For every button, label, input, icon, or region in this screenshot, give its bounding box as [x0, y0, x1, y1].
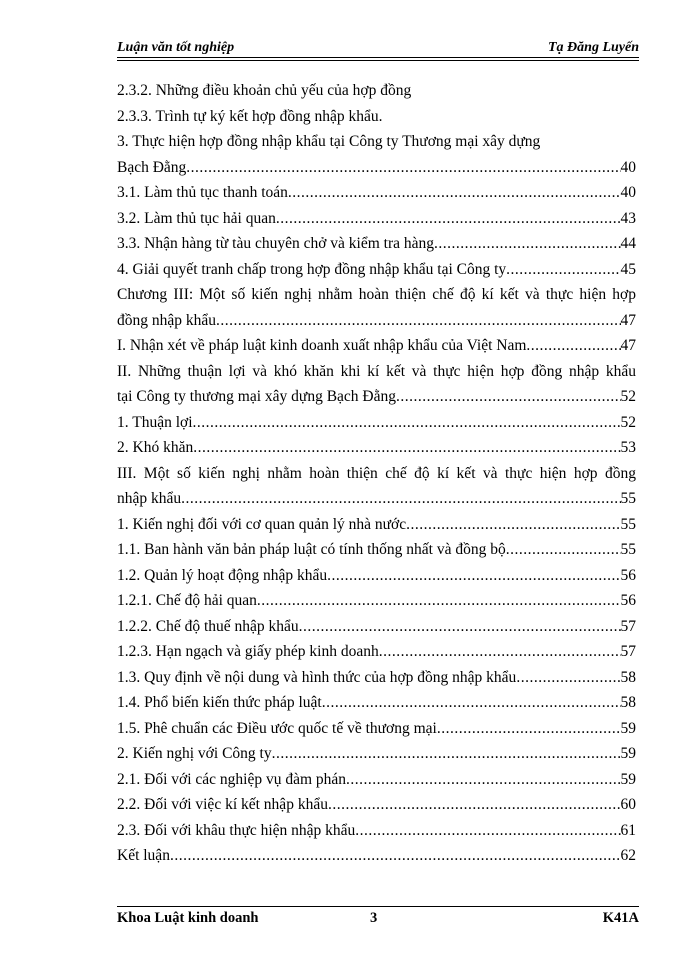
toc-page-number: 62: [620, 847, 636, 864]
toc-entry-title: 2.1. Đối với các nghiệp vụ đàm phán: [117, 770, 347, 788]
toc-leader-dots: [257, 588, 621, 614]
toc-entry: [117, 741, 636, 767]
toc-page-number: 47: [620, 337, 636, 354]
toc-entry: [117, 257, 636, 283]
toc-entry-title: II. Những thuận lợi và khó khăn khi kí kết và thực hiện hợp đồng nhập khẩu: [117, 362, 636, 380]
toc-page-number: 43: [620, 209, 636, 227]
toc-leader-dots: [327, 563, 620, 589]
toc-entry: [117, 129, 636, 155]
toc-page-number: 57: [620, 617, 636, 635]
page-number: 3: [370, 910, 378, 926]
toc-leader-dots: [216, 308, 620, 334]
toc-leader-dots: [346, 767, 620, 793]
toc-page-number: 52: [620, 413, 636, 431]
toc-entry-title: 2. Kiến nghị với Công ty: [117, 745, 272, 762]
header-thesis-title: Luận văn tốt nghiệp: [117, 40, 235, 55]
toc-entry: [117, 792, 636, 818]
toc-leader-dots: [355, 818, 620, 844]
toc-entry-title: Chương III: Một số kiến nghị nhằm hoàn thiện chế độ kí kết và thực hiện hợp: [117, 286, 636, 303]
toc-page-number: 59: [620, 745, 636, 762]
toc-entry: [117, 537, 636, 563]
toc-leader-dots: [272, 741, 621, 767]
toc-entry: [117, 333, 636, 359]
toc-entry-title: 1.2.3. Hạn ngạch và giấy phép kinh doanh: [117, 643, 379, 660]
header-rule-thin: [117, 60, 639, 61]
toc-leader-dots: [396, 384, 621, 410]
toc-entry-title: 2. Khó khăn: [117, 439, 194, 456]
toc-entry-title: III. Một số kiến nghị nhằm hoàn thiện chế độ kí kết và thực hiện hợp đồng: [117, 464, 636, 482]
toc-entry-title: 2.3.2. Những điều khoản chủ yếu của hợp đồng: [117, 82, 412, 99]
toc-entry-title: 2.2. Đối với việc kí kết nhập khẩu: [117, 796, 328, 813]
toc-entry: [117, 716, 636, 742]
toc-page-number: 40: [620, 184, 636, 201]
toc-entry-title: nhập khẩu: [117, 490, 182, 507]
footer-faculty: Khoa Luật kinh doanh: [117, 910, 259, 926]
toc-entry: [117, 104, 636, 130]
toc-leader-dots: [506, 537, 621, 563]
toc-leader-dots: [193, 435, 620, 461]
toc-entry-title: Bạch Đằng: [117, 158, 187, 176]
toc-page-number: 56: [620, 566, 636, 584]
toc-page-number: 58: [620, 668, 636, 686]
toc-entry-title: 1.3. Quy định về nội dung và hình thức của hợp đồng nhập khẩu: [117, 668, 517, 686]
toc-entry: [117, 843, 636, 869]
toc-leader-dots: [276, 206, 621, 232]
toc-entry: [117, 767, 636, 793]
toc-entry-title: 3.2. Làm thủ tục hải quan: [117, 209, 276, 227]
page-header: [117, 38, 639, 58]
toc-entry: [117, 588, 636, 614]
toc-entry: [117, 282, 636, 308]
toc-leader-dots: [506, 257, 620, 283]
toc-entry-title: 2.3.3. Trình tự ký kết hợp đồng nhập khẩu.: [117, 107, 383, 125]
toc-leader-dots: [181, 486, 620, 512]
toc-entry: [117, 180, 636, 206]
toc-page-number: 53: [620, 439, 636, 456]
toc-leader-dots: [322, 690, 621, 716]
toc-entry: [117, 512, 636, 538]
toc-entry: [117, 78, 636, 104]
toc-page-number: 60: [620, 796, 636, 813]
page-footer: [117, 906, 639, 930]
toc-entry-title: 3.3. Nhận hàng từ tàu chuyên chở và kiểm tra hàng: [117, 235, 435, 252]
toc-leader-dots: [193, 410, 621, 436]
toc-entry: [117, 384, 636, 410]
table-of-contents: [117, 78, 636, 869]
toc-leader-dots: [186, 155, 620, 181]
toc-page-number: 40: [620, 158, 636, 176]
toc-entry-title: Kết luận: [117, 847, 170, 864]
toc-leader-dots: [379, 639, 621, 665]
toc-entry-title: 3. Thực hiện hợp đồng nhập khẩu tại Công ty Thương mại xây dựng: [117, 133, 541, 150]
toc-entry-title: 1. Kiến nghị đối với cơ quan quản lý nhà nước: [117, 515, 407, 533]
toc-entry-title: 2.3. Đối với khâu thực hiện nhập khẩu: [117, 821, 356, 839]
toc-page-number: 55: [620, 515, 636, 533]
toc-page-number: 47: [620, 311, 636, 329]
toc-entry: [117, 639, 636, 665]
toc-entry-title: 1. Thuận lợi: [117, 413, 193, 431]
toc-page-number: 45: [620, 260, 636, 278]
toc-page-number: 61: [620, 821, 636, 839]
toc-leader-dots: [406, 512, 620, 538]
toc-entry: [117, 206, 636, 232]
toc-leader-dots: [516, 665, 620, 691]
toc-entry: [117, 563, 636, 589]
toc-leader-dots: [288, 180, 621, 206]
toc-entry: [117, 435, 636, 461]
toc-entry-title: 1.2.1. Chế độ hải quan: [117, 592, 257, 609]
toc-entry: [117, 308, 636, 334]
toc-entry: [117, 359, 636, 385]
toc-page-number: 59: [620, 770, 636, 788]
toc-entry-title: đồng nhập khẩu: [117, 311, 217, 329]
toc-page-number: 55: [620, 490, 636, 507]
toc-entry-title: 4. Giải quyết tranh chấp trong hợp đồng nhập khẩu tại Công ty: [117, 260, 507, 278]
toc-entry-title: 1.4. Phổ biến kiến thức pháp luật: [117, 694, 322, 711]
footer-rule: [117, 906, 639, 907]
toc-page-number: 58: [620, 694, 636, 711]
toc-entry: [117, 486, 636, 512]
toc-entry: [117, 614, 636, 640]
toc-entry: [117, 818, 636, 844]
toc-entry: [117, 690, 636, 716]
toc-leader-dots: [328, 792, 621, 818]
toc-entry: [117, 461, 636, 487]
toc-page-number: 56: [620, 592, 636, 609]
footer-class-code: K41A: [602, 910, 639, 926]
header-author-name: Tạ Đăng Luyến: [548, 40, 639, 55]
toc-entry: [117, 665, 636, 691]
toc-page-number: 55: [620, 541, 636, 558]
toc-page-number: 52: [620, 388, 636, 405]
toc-entry: [117, 155, 636, 181]
toc-entry-title: 1.5. Phê chuẩn các Điều ước quốc tế về thương mại: [117, 719, 437, 737]
toc-entry: [117, 231, 636, 257]
toc-leader-dots: [299, 614, 621, 640]
toc-entry-title: 3.1. Làm thủ tục thanh toán: [117, 184, 288, 201]
toc-entry-title: 1.1. Ban hành văn bản pháp luật có tính thống nhất và đồng bộ: [117, 541, 506, 558]
toc-entry: [117, 410, 636, 436]
toc-entry-title: 1.2.2. Chế độ thuế nhập khẩu: [117, 617, 299, 635]
toc-leader-dots: [170, 843, 621, 869]
header-rule: [117, 57, 639, 58]
toc-leader-dots: [526, 333, 620, 359]
toc-leader-dots: [434, 231, 620, 257]
toc-entry-title: tại Công ty thương mại xây dựng Bạch Đằng: [117, 388, 396, 405]
toc-page-number: 57: [620, 643, 636, 660]
toc-page-number: 44: [620, 235, 636, 252]
toc-entry-title: 1.2. Quản lý hoạt động nhập khẩu: [117, 566, 328, 584]
toc-leader-dots: [437, 716, 621, 742]
toc-page-number: 59: [620, 719, 636, 737]
toc-entry-title: I. Nhận xét về pháp luật kinh doanh xuất nhập khẩu của Việt Nam: [117, 337, 527, 354]
